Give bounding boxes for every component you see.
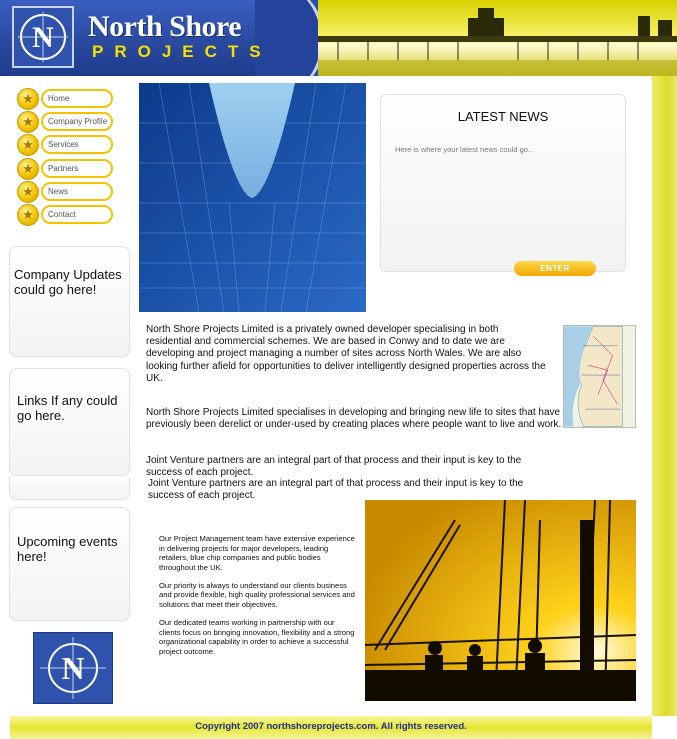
links-panel [9,368,130,476]
header-curve [255,0,325,76]
news-heading: LATEST NEWS [457,109,549,124]
nav-label[interactable]: Home [41,89,113,108]
svg-text:N: N [32,21,54,54]
nav-item-partners[interactable] [17,158,117,178]
nav-label[interactable]: Partners [41,159,113,178]
nav-label[interactable]: Services [41,135,113,154]
project-management-text [159,534,355,665]
pm-paragraph-2: Our priority is always to understand our clients business and provide flexible, high quality professional services and solutions that meet their objectives. [159,580,355,610]
pm-paragraph-3: Our dedicated teams working in partnership with our clients focus on bringing innovation, flexibility and a strong organizational capability in order to achieve a successful project outcome. [159,618,355,656]
star-icon: ★ [17,158,39,180]
svg-text:N: N [61,650,85,686]
star-icon: ★ [17,111,39,133]
nav-item-company-profile[interactable] [17,111,117,131]
logo-emblem[interactable] [12,6,74,68]
links-text: Links If any could go here. [17,393,118,423]
logo-small [33,632,113,704]
nav-item-contact[interactable] [17,204,117,224]
joint-venture-paragraph: Joint Venture partners are an integral part of that process and their input is key to the success of each project. [146,455,522,479]
star-icon: ★ [17,181,39,203]
nav-label[interactable]: Contact [41,205,113,224]
brand-title: North Shore [88,10,242,43]
star-icon: ★ [17,88,39,110]
links-panel-footer [9,476,130,500]
nav-label[interactable]: News [41,182,113,201]
intro-paragraph: North Shore Projects Limited is a privately owned developer specialising in both residential and commercial schemes. We are based in Conwy and to date we are developing and project managing a number of sites across North Wales. We are also looking further afield for opportunities to deliver intelligently designed properties across the UK. [146,324,546,384]
nav-item-home[interactable] [17,88,117,108]
events-panel [9,507,130,621]
specialises-paragraph: North Shore Projects Limited specialises in developing and bringing new life to sites that have previously been derelict or under-used by creating places where people want to live and work. [146,407,562,431]
latest-news-box [380,94,626,272]
nav-item-news[interactable] [17,181,117,201]
nav-item-services[interactable] [17,134,117,154]
header-pier-photo [318,0,677,76]
events-text: Upcoming events here! [17,534,118,564]
logo-n-small-icon [34,633,112,703]
region-map-image [563,325,636,428]
star-icon: ★ [17,204,39,226]
logo-n-icon [14,8,72,66]
building-photo [139,83,366,312]
copyright-text: Copyright 2007 northshoreprojects.com. All rights reserved. [195,721,467,732]
nav-label[interactable]: Company Profile [41,112,113,131]
joint-venture-paragraph-repeat: Joint Venture partners are an integral part of that process and their input is key to the success of each project. [148,478,524,502]
right-yellow-stripe [652,76,677,716]
main-nav [17,88,117,227]
news-text: Here is where your latest news could go.. [395,145,533,154]
site-footer [10,716,652,739]
enter-button[interactable]: ENTER [514,261,596,276]
brand-subtitle: PROJECTS [92,42,272,61]
star-icon: ★ [17,134,39,156]
construction-photo [365,500,636,701]
pm-paragraph-1: Our Project Management team have extensive experience in delivering projects for major developers, leading retailers, blue chip companies and public bodies throughout the UK. [159,534,355,572]
company-updates-text: Company Updates could go here! [14,267,122,297]
company-updates-panel [9,246,130,357]
site-header [0,0,677,76]
